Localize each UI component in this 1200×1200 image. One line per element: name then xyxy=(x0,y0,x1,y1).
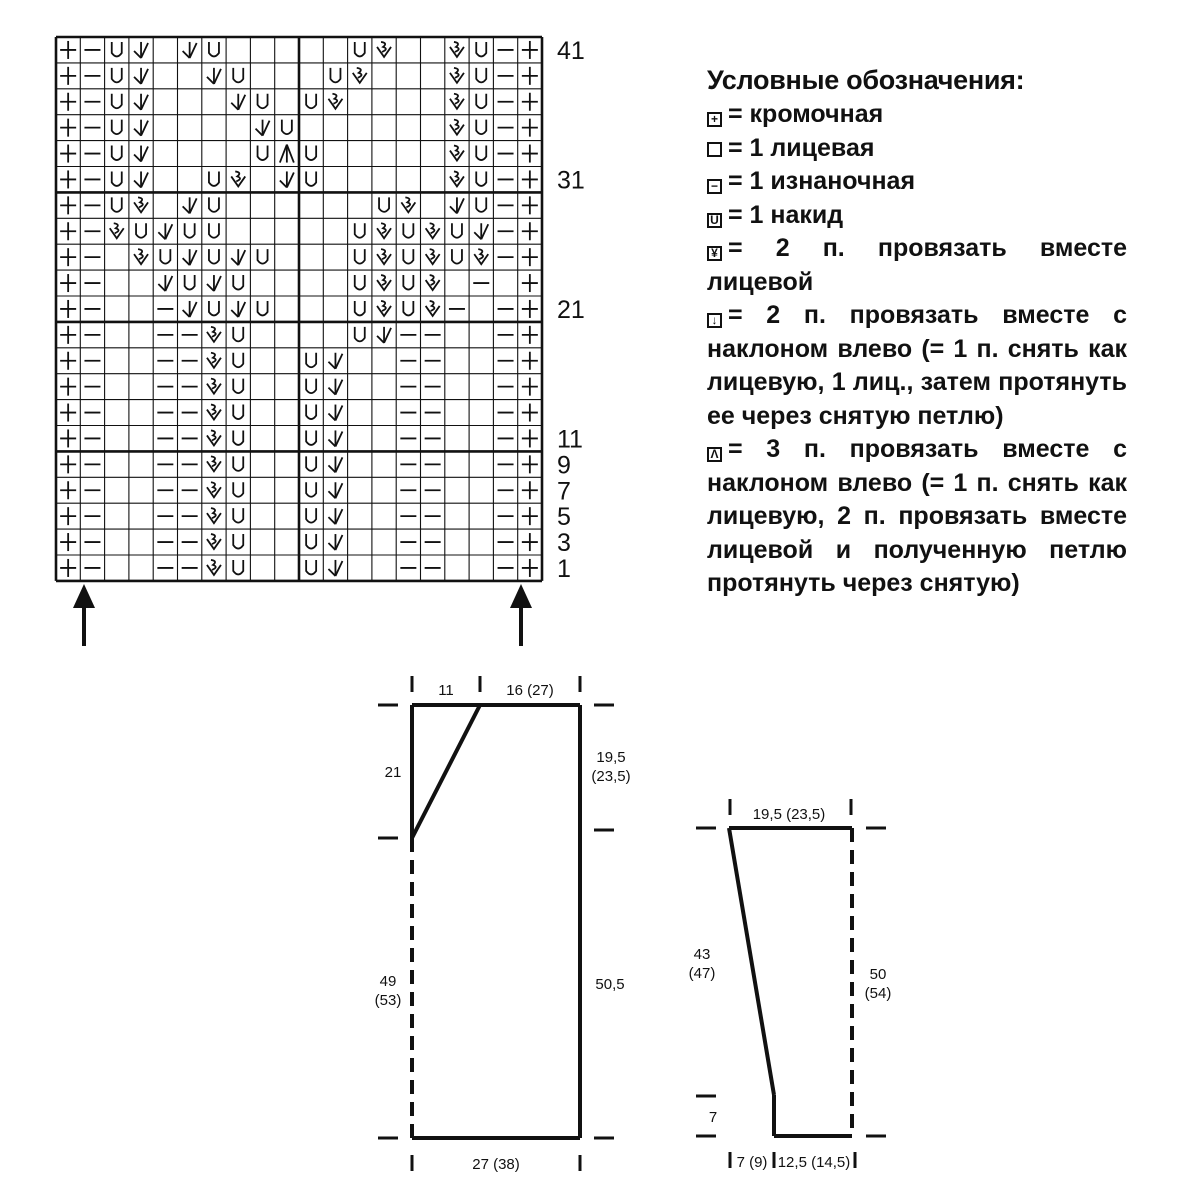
legend-item-k2tog: ¥ = 2 п. провязать вместе лицевой xyxy=(707,234,1127,296)
row-number: 41 xyxy=(557,36,585,65)
front-armhole-label-2: (23,5) xyxy=(591,768,631,785)
front-piece xyxy=(378,676,614,1171)
ssk-icon: ↓ xyxy=(707,313,722,328)
row-number: 5 xyxy=(557,503,571,532)
legend-item-purl: − = 1 изнаночная xyxy=(707,165,1127,199)
edge-stitch-icon: + xyxy=(707,112,722,127)
legend-item-ssk: ↓ = 2 п. провязать вместе с наклоном влево (= 1 п. снять как лицевую, 1 лиц., затем протянуть ее через снятую петлю) xyxy=(707,301,1127,430)
front-left-height-label-1: 49 xyxy=(379,973,397,990)
k2tog-icon: ¥ xyxy=(707,246,722,261)
front-neck-depth-label: 21 xyxy=(384,764,402,781)
legend-item-yarnover: U = 1 накид xyxy=(707,199,1127,233)
sleeve-left-height-label-1: 43 xyxy=(693,946,711,963)
row-number: 1 xyxy=(557,554,571,583)
sleeve-left-height-label-2: (47) xyxy=(688,965,716,982)
yarnover-icon: U xyxy=(707,213,722,228)
sleeve-piece xyxy=(693,799,886,1168)
sleeve-top-width-label: 19,5 (23,5) xyxy=(752,806,826,823)
sleeve-right-height-label-1: 50 xyxy=(869,966,887,983)
sleeve-right-height-label-2: (54) xyxy=(864,985,892,1002)
front-bottom-width-label: 27 (38) xyxy=(472,1156,520,1173)
sleeve-cuff-height-label: 7 xyxy=(708,1109,718,1126)
row-number: 21 xyxy=(557,295,585,324)
sk2p-icon: Λ xyxy=(707,447,722,462)
front-top-left-label: 11 xyxy=(438,682,454,699)
row-number: 3 xyxy=(557,529,571,558)
row-number: 11 xyxy=(557,425,583,454)
legend-item-knit: = 1 лицевая xyxy=(707,132,1127,166)
front-left-height-label-2: (53) xyxy=(374,992,402,1009)
legend-title: Условные обозначения: xyxy=(707,65,1025,95)
front-armhole-label-1: 19,5 xyxy=(596,749,626,766)
legend-item-sk2p: Λ = 3 п. провязать вместе с наклоном влево (= 1 п. снять как лицевую, 2 п. провязать вместе лицевой и полученную петлю протянуть через снятую) xyxy=(707,435,1127,597)
row-number: 31 xyxy=(557,166,585,195)
sleeve-bottom-left-label: 7 (9) xyxy=(736,1154,768,1171)
sleeve-dimensions xyxy=(689,806,892,1171)
row-number: 9 xyxy=(557,451,571,480)
front-right-height-label: 50,5 xyxy=(595,976,625,993)
front-top-right-label: 16 (27) xyxy=(506,682,554,699)
purl-stitch-icon: − xyxy=(707,179,722,194)
row-number: 7 xyxy=(557,477,571,506)
sleeve-bottom-right-label: 12,5 (14,5) xyxy=(777,1154,851,1171)
legend-item-edge: + = кромочная xyxy=(707,98,1127,132)
